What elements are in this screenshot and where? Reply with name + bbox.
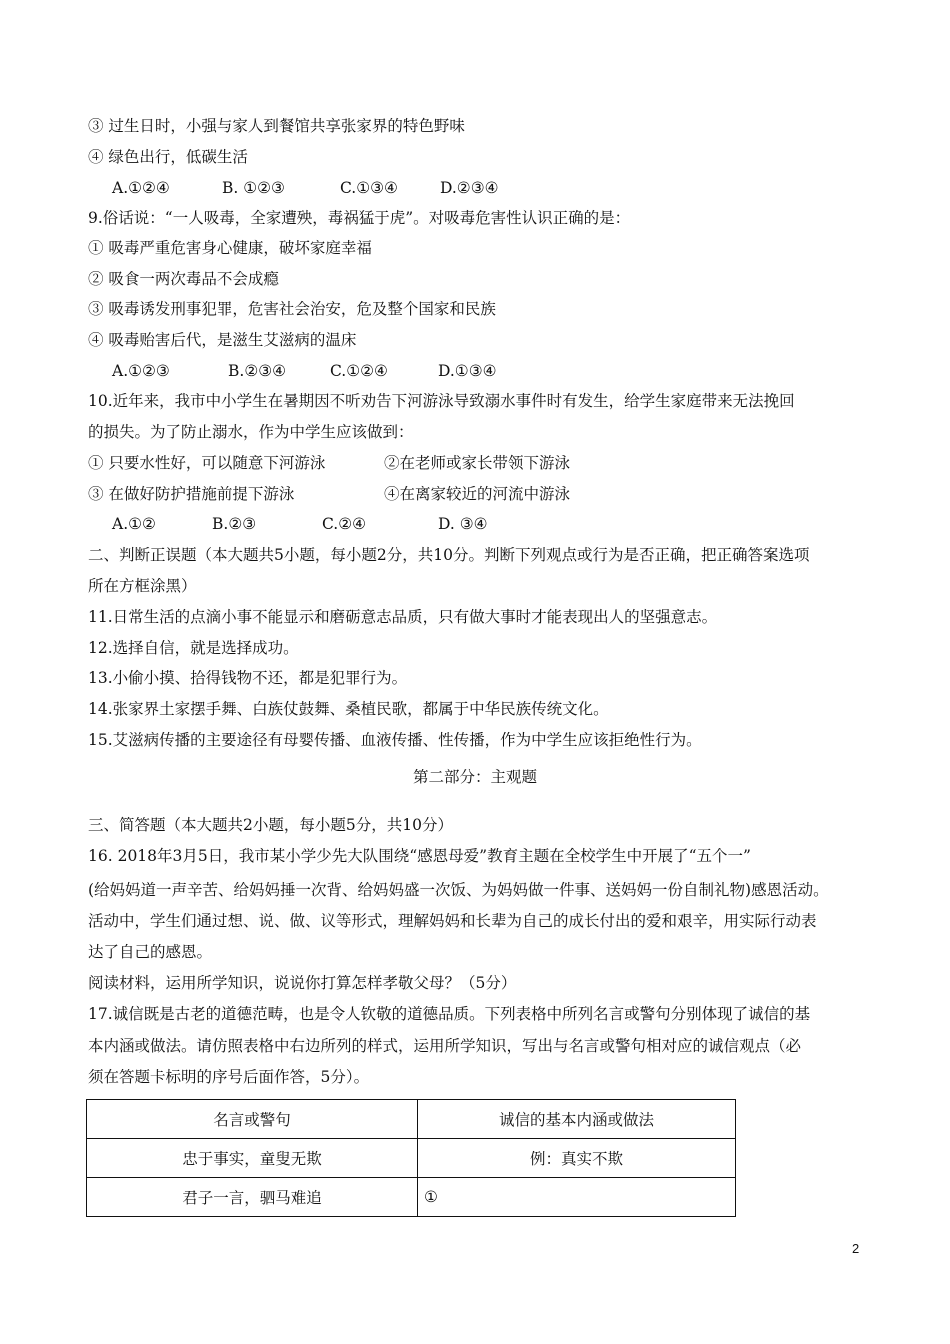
q10-option-d: D. ③④ [438,515,488,533]
q9-option-d: D.①③④ [438,362,497,380]
q12: 12.选择自信，就是选择成功。 [88,639,299,657]
q11: 11.日常生活的点滴小事不能显示和磨砺意志品质，只有做大事时才能表现出人的坚强意志。 [88,608,718,626]
q8-option-c: C.①③④ [340,179,398,197]
q17-line-1: 17.诚信既是古老的道德范畴，也是令人钦敬的道德品质。下列表格中所列名言或警句分别体现了诚信的基 [88,1005,811,1023]
page-number: 2 [852,1241,860,1256]
q9-item-2: ② 吸食一两次毒品不会成瘾 [88,270,279,288]
table-header-row [87,1100,736,1139]
q10-option-a: A.①② [112,515,156,533]
q14: 14.张家界土家摆手舞、白族仗鼓舞、桑植民歌，都属于中华民族传统文化。 [88,700,609,718]
q9-option-a: A.①②③ [112,362,170,380]
table-cell: 例：真实不欺 [418,1139,736,1178]
q10-item-3: ③ 在做好防护措施前提下游泳 [88,485,295,503]
q9-item-4: ④ 吸毒贻害后代，是滋生艾滋病的温床 [88,331,357,349]
q10-item-1: ① 只要水性好，可以随意下河游泳 [88,454,326,472]
q17-table [86,1099,736,1217]
q9-option-b: B.②③④ [228,362,287,380]
q16-line-4: 达了自己的感恩。 [88,943,213,961]
part-2-title: 第二部分：主观题 [412,768,537,786]
table-cell: 君子一言，驷马难追 [87,1178,418,1217]
q10-item-2: ②在老师或家长带领下游泳 [384,454,571,472]
table-cell: 忠于事实，童叟无欺 [87,1139,418,1178]
q15: 15.艾滋病传播的主要途径有母婴传播、血液传播、性传播，作为中学生应该拒绝性行为。 [88,731,702,749]
q13: 13.小偷小摸、拾得钱物不还，都是犯罪行为。 [88,669,408,687]
q16-prompt: 阅读材料，运用所学知识，说说你打算怎样孝敬父母？（5分） [88,974,517,992]
table-header-cell: 名言或警句 [87,1100,418,1139]
q8-option-b: B. ①②③ [222,179,285,197]
q9-option-c: C.①②④ [330,362,388,380]
q17-line-2: 本内涵或做法。请仿照表格中右边所列的样式，运用所学知识，写出与名言或警句相对应的诚信观点（必 [88,1037,802,1055]
q8-option-d: D.②③④ [440,179,499,197]
q10-option-c: C.②④ [322,515,367,533]
q9-item-1: ① 吸毒严重危害身心健康，破坏家庭幸福 [88,239,372,257]
q10-stem-line-2: 的损失。为了防止溺水，作为中学生应该做到： [88,423,414,441]
section-3-heading: 三、简答题（本大题共2小题，每小题5分，共10分） [88,816,453,834]
table-row [87,1139,736,1178]
table-row [87,1178,736,1217]
q10-item-4: ④在离家较近的河流中游泳 [384,485,571,503]
q9-item-3: ③ 吸毒诱发刑事犯罪，危害社会治安，危及整个国家和民族 [88,300,496,318]
table-header-cell: 诚信的基本内涵或做法 [418,1100,736,1139]
q16-line-1: 16. 2018年3月5日，我市某小学少先大队围绕“感恩母爱”教育主题在全校学生中开展了“五个一” [88,847,751,865]
q16-line-2: (给妈妈道一声辛苦、给妈妈捶一次背、给妈妈盛一次饭、为妈妈做一件事、送妈妈一份自制礼物)感恩活动。 [88,881,829,899]
q17-line-3: 须在答题卡标明的序号后面作答，5分）。 [88,1068,370,1086]
table-cell: ① [418,1178,736,1217]
q16-line-3: 活动中，学生们通过想、说、做、议等形式，理解妈妈和长辈为自己的成长付出的爱和艰辛，用实际行动表 [88,912,817,930]
q8-item-3: ③ 过生日时，小强与家人到餐馆共享张家界的特色野味 [88,117,465,135]
q8-item-4: ④ 绿色出行，低碳生活 [88,148,248,166]
q8-option-a: A.①②④ [112,179,170,197]
section-2-heading: 二、判断正误题（本大题共5小题，每小题2分，共10分。判断下列观点或行为是否正确，把正确答案选项 [88,546,810,564]
q10-stem-line-1: 10.近年来，我市中小学生在暑期因不听劝告下河游泳导致溺水事件时有发生，给学生家庭带来无法挽回 [88,392,795,410]
q10-option-b: B.②③ [212,515,257,533]
section-2-heading-cont: 所在方框涂黑） [88,577,197,595]
q9-stem: 9.俗话说：“一人吸毒，全家遭殃，毒祸猛于虎”。对吸毒危害性认识正确的是： [88,209,631,227]
